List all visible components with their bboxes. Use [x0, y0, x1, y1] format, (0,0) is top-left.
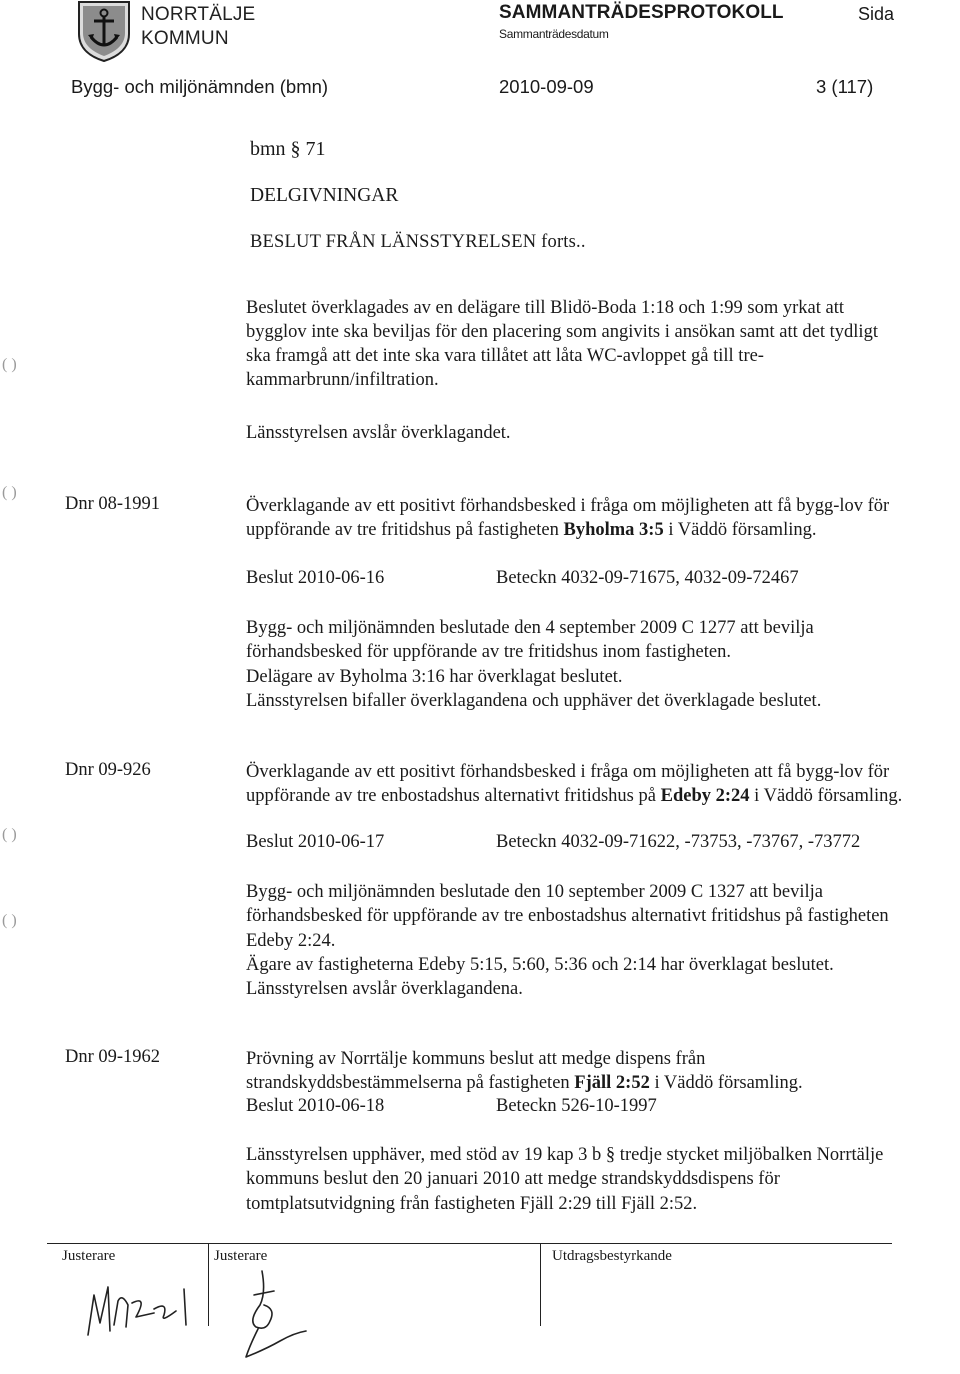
justerare-label-1: Justerare — [62, 1248, 116, 1264]
case-3-reference: Beteckn 526-10-1997 — [496, 1096, 657, 1116]
case-2-ruling-line: Bygg- och miljönämnden beslutade den 10 september 2009 C 1327 att bevilja förhandsbesked för uppförande av tre enbostadshus alternativt fritidshus på fastigheten Edeby 2:24. — [246, 882, 889, 951]
case-1-property: Byholma 3:5 — [563, 520, 664, 541]
punch-hole-mark: ( ) — [2, 356, 17, 373]
case-1-ruling-line: Länsstyrelsen bifaller överklagandena och upphäver det överklagade beslutet. — [246, 690, 822, 711]
page-number: 3 (117) — [816, 76, 874, 97]
case-1-ruling-line: Delägare av Byholma 3:16 har överklagat beslutet. — [246, 666, 623, 687]
case-3-dnr: Dnr 09-1962 — [65, 1047, 161, 1067]
case-1-decision-date: Beslut 2010-06-16 — [246, 568, 385, 588]
case-3-ruling-line: Länsstyrelsen upphäver, med stöd av 19 kap 3 b § tredje stycket miljöbalken Norrtälje kommuns beslut den 20 januari 2010 att medge strandskyddsdispens för tomtplatsutvidgning från fastigheten Fjäll 2:29 till Fjäll 2:52. — [246, 1145, 884, 1214]
case-1-matter: Överklagande av ett positivt förhandsbesked i fråga om möjligheten att få bygg-lov för uppförande av tre fritidshus på fastigheten Byholma 3:5 i Väddö församling. — [246, 496, 890, 541]
section-title: DELGIVNINGAR — [250, 185, 399, 206]
organisation-name-line1: NORRTÄLJE — [141, 4, 256, 25]
paragraph-reference: bmn § 71 — [250, 138, 326, 160]
case-3-matter: Prövning av Norrtälje kommuns beslut att medge dispens från strandskyddsbestämmelserna på fastigheten Fjäll 2:52 i Väddö församling. — [246, 1049, 803, 1094]
signature-2 — [220, 1265, 330, 1365]
punch-hole-mark: ( ) — [2, 484, 17, 501]
meeting-date-label: Sammanträdesdatum — [499, 27, 609, 41]
case-1-ruling — [246, 616, 916, 713]
page-label: Sida — [858, 4, 895, 24]
meeting-date: 2010-09-09 — [499, 76, 594, 97]
case-2-dnr: Dnr 09-926 — [65, 760, 151, 780]
footer-divider — [540, 1244, 541, 1326]
committee-name: Bygg- och miljönämnden (bmn) — [71, 76, 329, 97]
footer-divider — [208, 1244, 209, 1326]
appeal-paragraph: Beslutet överklagades av en delägare till Blidö-Boda 1:18 och 1:99 som yrkat att bygglov inte ska beviljas för den placering som angivits i ansökan samt att det tydligt ska framgå att det inte ska vara tillåtet att låta WC-avloppet gå till tre-kammarbrunn/infiltration. — [246, 298, 878, 390]
justerare-label-2: Justerare — [214, 1248, 268, 1264]
case-1-dnr: Dnr 08-1991 — [65, 494, 161, 514]
case-2-matter: Överklagande av ett positivt förhandsbesked i fråga om möjligheten att få bygg-lov för uppförande av tre enbostadshus alternativt fritidshus på Edeby 2:24 i Väddö församling. — [246, 762, 903, 807]
case-2-reference: Beteckn 4032-09-71622, -73753, -73767, -73772 — [496, 832, 861, 852]
extract-certification-label: Utdragsbestyrkande — [552, 1248, 672, 1264]
municipality-coat-of-arms-icon — [76, 0, 132, 62]
intro-ruling: Länsstyrelsen avslår överklagandet. — [246, 423, 511, 443]
case-1-reference: Beteckn 4032-09-71675, 4032-09-72467 — [496, 568, 799, 588]
punch-hole-mark: ( ) — [2, 912, 17, 929]
case-3-ruling — [246, 1143, 916, 1216]
case-2-property: Edeby 2:24 — [660, 786, 750, 807]
case-2-decision-date: Beslut 2010-06-17 — [246, 832, 385, 852]
organisation-name-line2: KOMMUN — [141, 28, 229, 49]
punch-hole-mark: ( ) — [2, 826, 17, 843]
footer-rule — [47, 1243, 892, 1244]
case-2-ruling-line: Länsstyrelsen avslår överklagandena. — [246, 979, 523, 1000]
case-3-property: Fjäll 2:52 — [574, 1073, 650, 1094]
signature-1 — [84, 1265, 202, 1345]
section-subtitle: BESLUT FRÅN LÄNSSTYRELSEN forts.. — [250, 232, 586, 252]
document-title: SAMMANTRÄDESPROTOKOLL — [499, 2, 784, 23]
case-1-ruling-line: Bygg- och miljönämnden beslutade den 4 september 2009 C 1277 att bevilja förhandsbesked för uppförande av tre fritidshus inom fastigheten. — [246, 618, 814, 663]
case-2-ruling-line: Ägare av fastigheterna Edeby 5:15, 5:60, 5:36 och 2:14 har överklagat beslutet. — [246, 954, 834, 975]
case-2-ruling — [246, 880, 916, 1001]
case-3-decision-date: Beslut 2010-06-18 — [246, 1096, 385, 1116]
